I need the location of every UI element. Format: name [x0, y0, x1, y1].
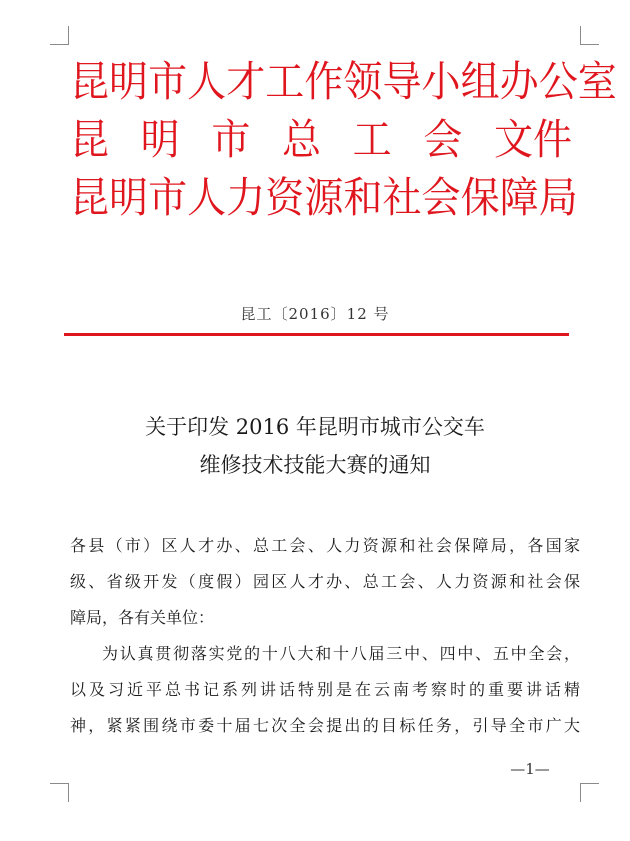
issuer-line-2-char: 工 [352, 115, 392, 164]
paragraph-line: 神，紧紧围绕市委十届七次全会提出的目标任务，引导全市广大 [70, 716, 580, 735]
document-body [70, 528, 580, 744]
paragraph-line: 以及习近平总书记系列讲话特别是在云南考察时的重要讲话精 [70, 680, 580, 699]
title-line-1: 关于印发 2016 年昆明市城市公交车 [145, 415, 485, 439]
issuer-line-2-char: 总 [281, 115, 322, 164]
crop-mark-top-right [580, 26, 599, 45]
issuer-line-2-char: 昆 [70, 115, 110, 164]
issuer-line-2-char: 文件 [493, 115, 573, 164]
crop-mark-top-left [50, 26, 69, 45]
document-header [70, 55, 617, 229]
issuer-line-2-char: 会 [423, 115, 463, 164]
red-divider [64, 333, 569, 336]
page-number: —1— [510, 760, 550, 778]
addressee-line: 级、省级开发（度假）园区人才办、总工会、人力资源和社会保 [70, 572, 580, 591]
crop-mark-bottom-right [580, 783, 599, 802]
crop-mark-bottom-left [50, 783, 69, 802]
document-title [0, 408, 630, 484]
issuer-line-1: 昆明市人才工作领导小组办公室 [70, 57, 617, 106]
addressee-line: 障局，各有关单位： [70, 608, 215, 627]
title-line-2: 维修技术技能大赛的通知 [199, 453, 431, 477]
document-number: 昆工〔2016〕12 号 [240, 305, 390, 323]
issuer-line-2-char: 市 [211, 115, 251, 164]
issuer-line-2 [70, 113, 572, 171]
issuer-line-3: 昆明市人力资源和社会保障局 [70, 173, 578, 222]
issuer-line-2-char: 明 [140, 115, 180, 164]
addressee-line: 各县（市）区人才办、总工会、人力资源和社会保障局，各国家 [70, 536, 580, 555]
paragraph-line: 为认真贯彻落实党的十八大和十八届三中、四中、五中全会， [102, 644, 580, 663]
